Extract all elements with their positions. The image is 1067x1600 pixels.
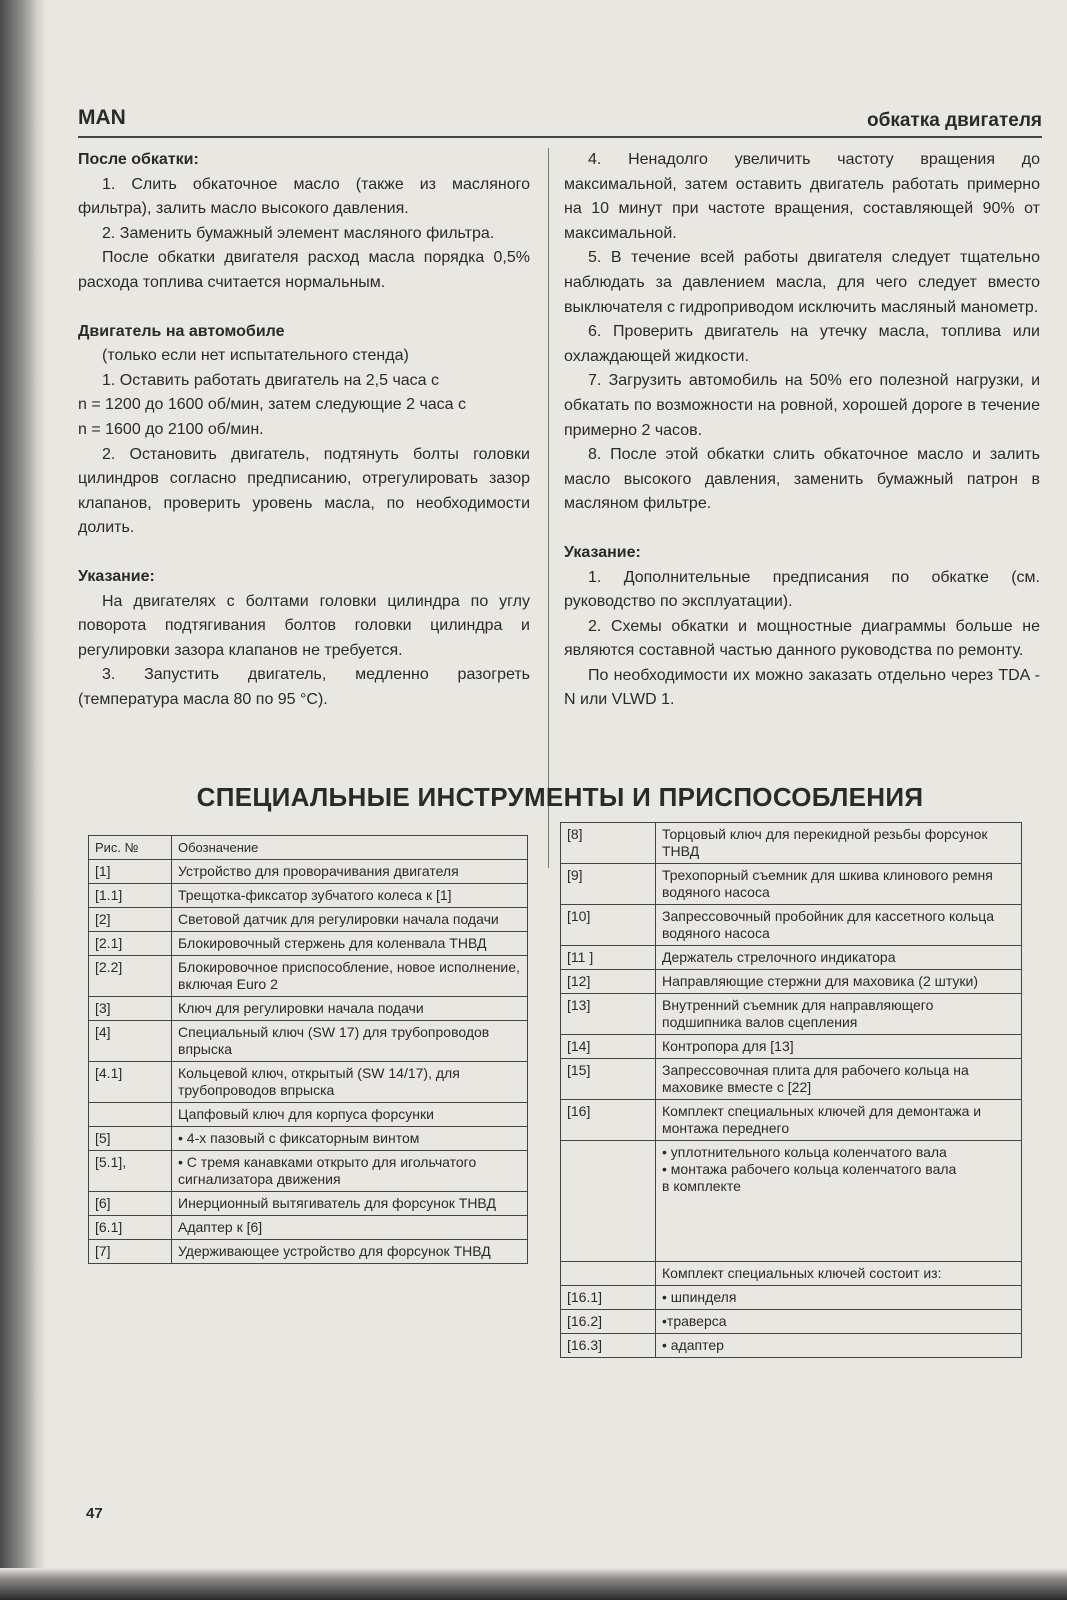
- num-cell: [6]: [89, 1192, 172, 1216]
- table-row: [561, 1035, 1022, 1059]
- scan-bottom-edge: [0, 1568, 1067, 1600]
- paragraph: 1. Слить обкаточное масло (также из масляного фильтра), залить масло высокого давления.: [78, 175, 530, 218]
- table-row: [89, 1127, 528, 1151]
- desc-cell: Запрессовочный пробойник для кассетного кольца водяного насоса: [656, 905, 1022, 946]
- table-row: [89, 884, 528, 908]
- num-cell: [16.2]: [561, 1310, 656, 1334]
- desc-cell: Запрессовочная плита для рабочего кольца на маховике вместе с [22]: [656, 1059, 1022, 1100]
- tools-table-left: [88, 835, 528, 1264]
- desc-cell: Кольцевой ключ, открытый (SW 14/17), для трубопроводов впрыска: [172, 1062, 528, 1103]
- num-cell: [561, 1262, 656, 1286]
- num-cell: [10]: [561, 905, 656, 946]
- num-cell: [16]: [561, 1100, 656, 1141]
- num-cell: [561, 1141, 656, 1262]
- num-cell: [15]: [561, 1059, 656, 1100]
- desc-cell: Контропора для [13]: [656, 1035, 1022, 1059]
- desc-cell: • С тремя канавками открыто для игольчатого сигнализатора движения: [172, 1151, 528, 1192]
- num-cell: [6.1]: [89, 1216, 172, 1240]
- paragraph: 5. В течение всей работы двигателя следует тщательно наблюдать за давлением масла, для чего следует вместо выключателя с гидроприводом исключить масляный манометр.: [564, 249, 1040, 316]
- paragraph: 1. Оставить работать двигатель на 2,5 часа с: [102, 371, 440, 389]
- num-cell: [3]: [89, 997, 172, 1021]
- desc-cell: Комплект специальных ключей для демонтажа и монтажа переднего: [656, 1100, 1022, 1141]
- num-cell: [4]: [89, 1021, 172, 1062]
- paragraph: n = 1200 до 1600 об/мин, затем следующие 2 часа с: [78, 396, 467, 414]
- table-row: [561, 946, 1022, 970]
- table-row: [561, 1310, 1022, 1334]
- paragraph: 7. Загрузить автомобиль на 50% его полезной нагрузки, и обкатать по возможности на ровной, хорошей дороге в течение примерно 2 часов.: [564, 372, 1040, 439]
- table-row: [89, 1151, 528, 1192]
- table-row: [89, 1216, 528, 1240]
- num-cell: [11 ]: [561, 946, 656, 970]
- desc-cell: Цапфовый ключ для корпуса форсунки: [172, 1103, 528, 1127]
- tools-section-title: СПЕЦИАЛЬНЫЕ ИНСТРУМЕНТЫ И ПРИСПОСОБЛЕНИЯ: [196, 782, 924, 812]
- paragraph: 6. Проверить двигатель на утечку масла, топлива или охлаждающей жидкости.: [564, 323, 1040, 365]
- desc-cell: Инерционный вытягиватель для форсунок ТНВД: [172, 1192, 528, 1216]
- paragraph: 8. После этой обкатки слить обкаточное масло и залить масло высокого давления, заменить бумажный патрон в масляном фильтре.: [564, 446, 1040, 513]
- engine-on-vehicle-heading: Двигатель на автомобиле: [78, 322, 285, 340]
- table-row: [561, 1100, 1022, 1141]
- desc-cell: Блокировочное приспособление, новое исполнение, включая Euro 2: [172, 956, 528, 997]
- num-cell: [2.1]: [89, 932, 172, 956]
- table-row: [89, 860, 528, 884]
- num-cell: [7]: [89, 1240, 172, 1264]
- book-spine-shadow: [0, 0, 46, 1600]
- desc-cell: Направляющие стержни для маховика (2 штуки): [656, 970, 1022, 994]
- desc-cell: Трещотка-фиксатор зубчатого колеса к [1]: [172, 884, 528, 908]
- table-row: [561, 864, 1022, 905]
- num-cell: [16.3]: [561, 1334, 656, 1358]
- table-row: [89, 1103, 528, 1127]
- num-cell: [4.1]: [89, 1062, 172, 1103]
- paragraph: (только если нет испытательного стенда): [102, 347, 409, 365]
- num-cell: [14]: [561, 1035, 656, 1059]
- desc-cell: • шпинделя: [656, 1286, 1022, 1310]
- desc-cell: Внутренний съемник для направляющего подшипника валов сцепления: [656, 994, 1022, 1035]
- right-text-column: [564, 148, 1040, 713]
- num-cell: [5.1],: [89, 1151, 172, 1192]
- num-cell: [13]: [561, 994, 656, 1035]
- table-header-row: [89, 836, 528, 860]
- paragraph: 4. Ненадолго увеличить частоту вращения до максимальной, затем оставить двигатель работать примерно на 10 минут при частоте вращения, составляющей 90% от максимальной.: [564, 151, 1040, 242]
- table-row: [89, 1240, 528, 1264]
- paragraph: 2. Схемы обкатки и мощностные диаграммы больше не являются составной частью данного руководства по ремонту.: [564, 617, 1040, 660]
- num-cell: [8]: [561, 823, 656, 864]
- page-number: 47: [86, 1505, 103, 1522]
- document-page: [78, 100, 1042, 1520]
- notice-heading: Указание:: [564, 543, 641, 561]
- desc-cell: Устройство для проворачивания двигателя: [172, 860, 528, 884]
- table-row: [561, 905, 1022, 946]
- desc-cell: Комплект специальных ключей состоит из:: [656, 1262, 1022, 1286]
- num-cell: [2]: [89, 908, 172, 932]
- desc-cell: Адаптер к [6]: [172, 1216, 528, 1240]
- paragraph: По необходимости их можно заказать отдельно через TDA - N или VLWD 1.: [564, 666, 1040, 709]
- desc-cell: •траверса: [656, 1310, 1022, 1334]
- table-row: [561, 823, 1022, 864]
- page-header: [78, 106, 1042, 138]
- table-row: [89, 1192, 528, 1216]
- desc-cell: • уплотнительного кольца коленчатого вала • монтажа рабочего кольца коленчатого вала в комплекте: [656, 1141, 1022, 1262]
- table-row: [89, 997, 528, 1021]
- num-cell: [5]: [89, 1127, 172, 1151]
- table-row: [89, 956, 528, 997]
- desc-cell: Трехопорный съемник для шкива клинового ремня водяного насоса: [656, 864, 1022, 905]
- num-cell: [2.2]: [89, 956, 172, 997]
- desc-cell: Световой датчик для регулировки начала подачи: [172, 908, 528, 932]
- table-row: [89, 932, 528, 956]
- paragraph: 2. Остановить двигатель, подтянуть болты головки цилиндров согласно предписанию, отрегулировать зазор клапанов, проверить уровень масла, по необходимости долить.: [78, 445, 530, 537]
- table-row: [561, 970, 1022, 994]
- desc-cell: Специальный ключ (SW 17) для трубопроводов впрыска: [172, 1021, 528, 1062]
- table-row: [561, 1262, 1022, 1286]
- tools-table-right: [560, 822, 1022, 1358]
- desc-cell: Торцовый ключ для перекидной резьбы форсунок ТНВД: [656, 823, 1022, 864]
- num-cell: [12]: [561, 970, 656, 994]
- table-row: [89, 1062, 528, 1103]
- paragraph: n = 1600 до 2100 об/мин.: [78, 420, 264, 438]
- desc-cell: Держатель стрелочного индикатора: [656, 946, 1022, 970]
- header-brand: MAN: [78, 106, 126, 129]
- desc-cell: Ключ для регулировки начала подачи: [172, 997, 528, 1021]
- desc-cell: • 4-х пазовый с фиксаторным винтом: [172, 1127, 528, 1151]
- header-section: обкатка двигателя: [866, 110, 1042, 131]
- after-running-in-heading: После обкатки:: [78, 151, 199, 168]
- table-row: [89, 1021, 528, 1062]
- num-cell: [9]: [561, 864, 656, 905]
- table-row: [561, 1059, 1022, 1100]
- num-cell: [1]: [89, 860, 172, 884]
- notice-heading: Указание:: [78, 567, 155, 585]
- paragraph: 1. Дополнительные предписания по обкатке (см. руководство по эксплуатации).: [564, 568, 1040, 611]
- num-cell: [16.1]: [561, 1286, 656, 1310]
- header-num-cell: Рис. №: [89, 836, 172, 860]
- desc-cell: Удерживающее устройство для форсунок ТНВД: [172, 1240, 528, 1264]
- paragraph: 2. Заменить бумажный элемент масляного фильтра.: [102, 224, 495, 242]
- table-row: [561, 1286, 1022, 1310]
- paragraph: После обкатки двигателя расход масла порядка 0,5% расхода топлива считается нормальным.: [78, 249, 530, 291]
- table-row: [561, 1334, 1022, 1358]
- num-cell: [1.1]: [89, 884, 172, 908]
- header-desc-cell: Обозначение: [172, 836, 528, 860]
- column-divider: [548, 148, 549, 868]
- table-row: [89, 908, 528, 932]
- table-row: [561, 994, 1022, 1035]
- paragraph: 3. Запустить двигатель, медленно разогреть (температура масла 80 по 95 °С).: [78, 666, 530, 708]
- table-row: [561, 1141, 1022, 1262]
- paragraph: На двигателях с болтами головки цилиндра по углу поворота подтягивания болтов головки цилиндра и регулировки зазора клапанов не требуется.: [78, 592, 530, 659]
- left-text-column: [78, 148, 530, 712]
- desc-cell: Блокировочный стержень для коленвала ТНВД: [172, 932, 528, 956]
- desc-cell: • адаптер: [656, 1334, 1022, 1358]
- num-cell: [89, 1103, 172, 1127]
